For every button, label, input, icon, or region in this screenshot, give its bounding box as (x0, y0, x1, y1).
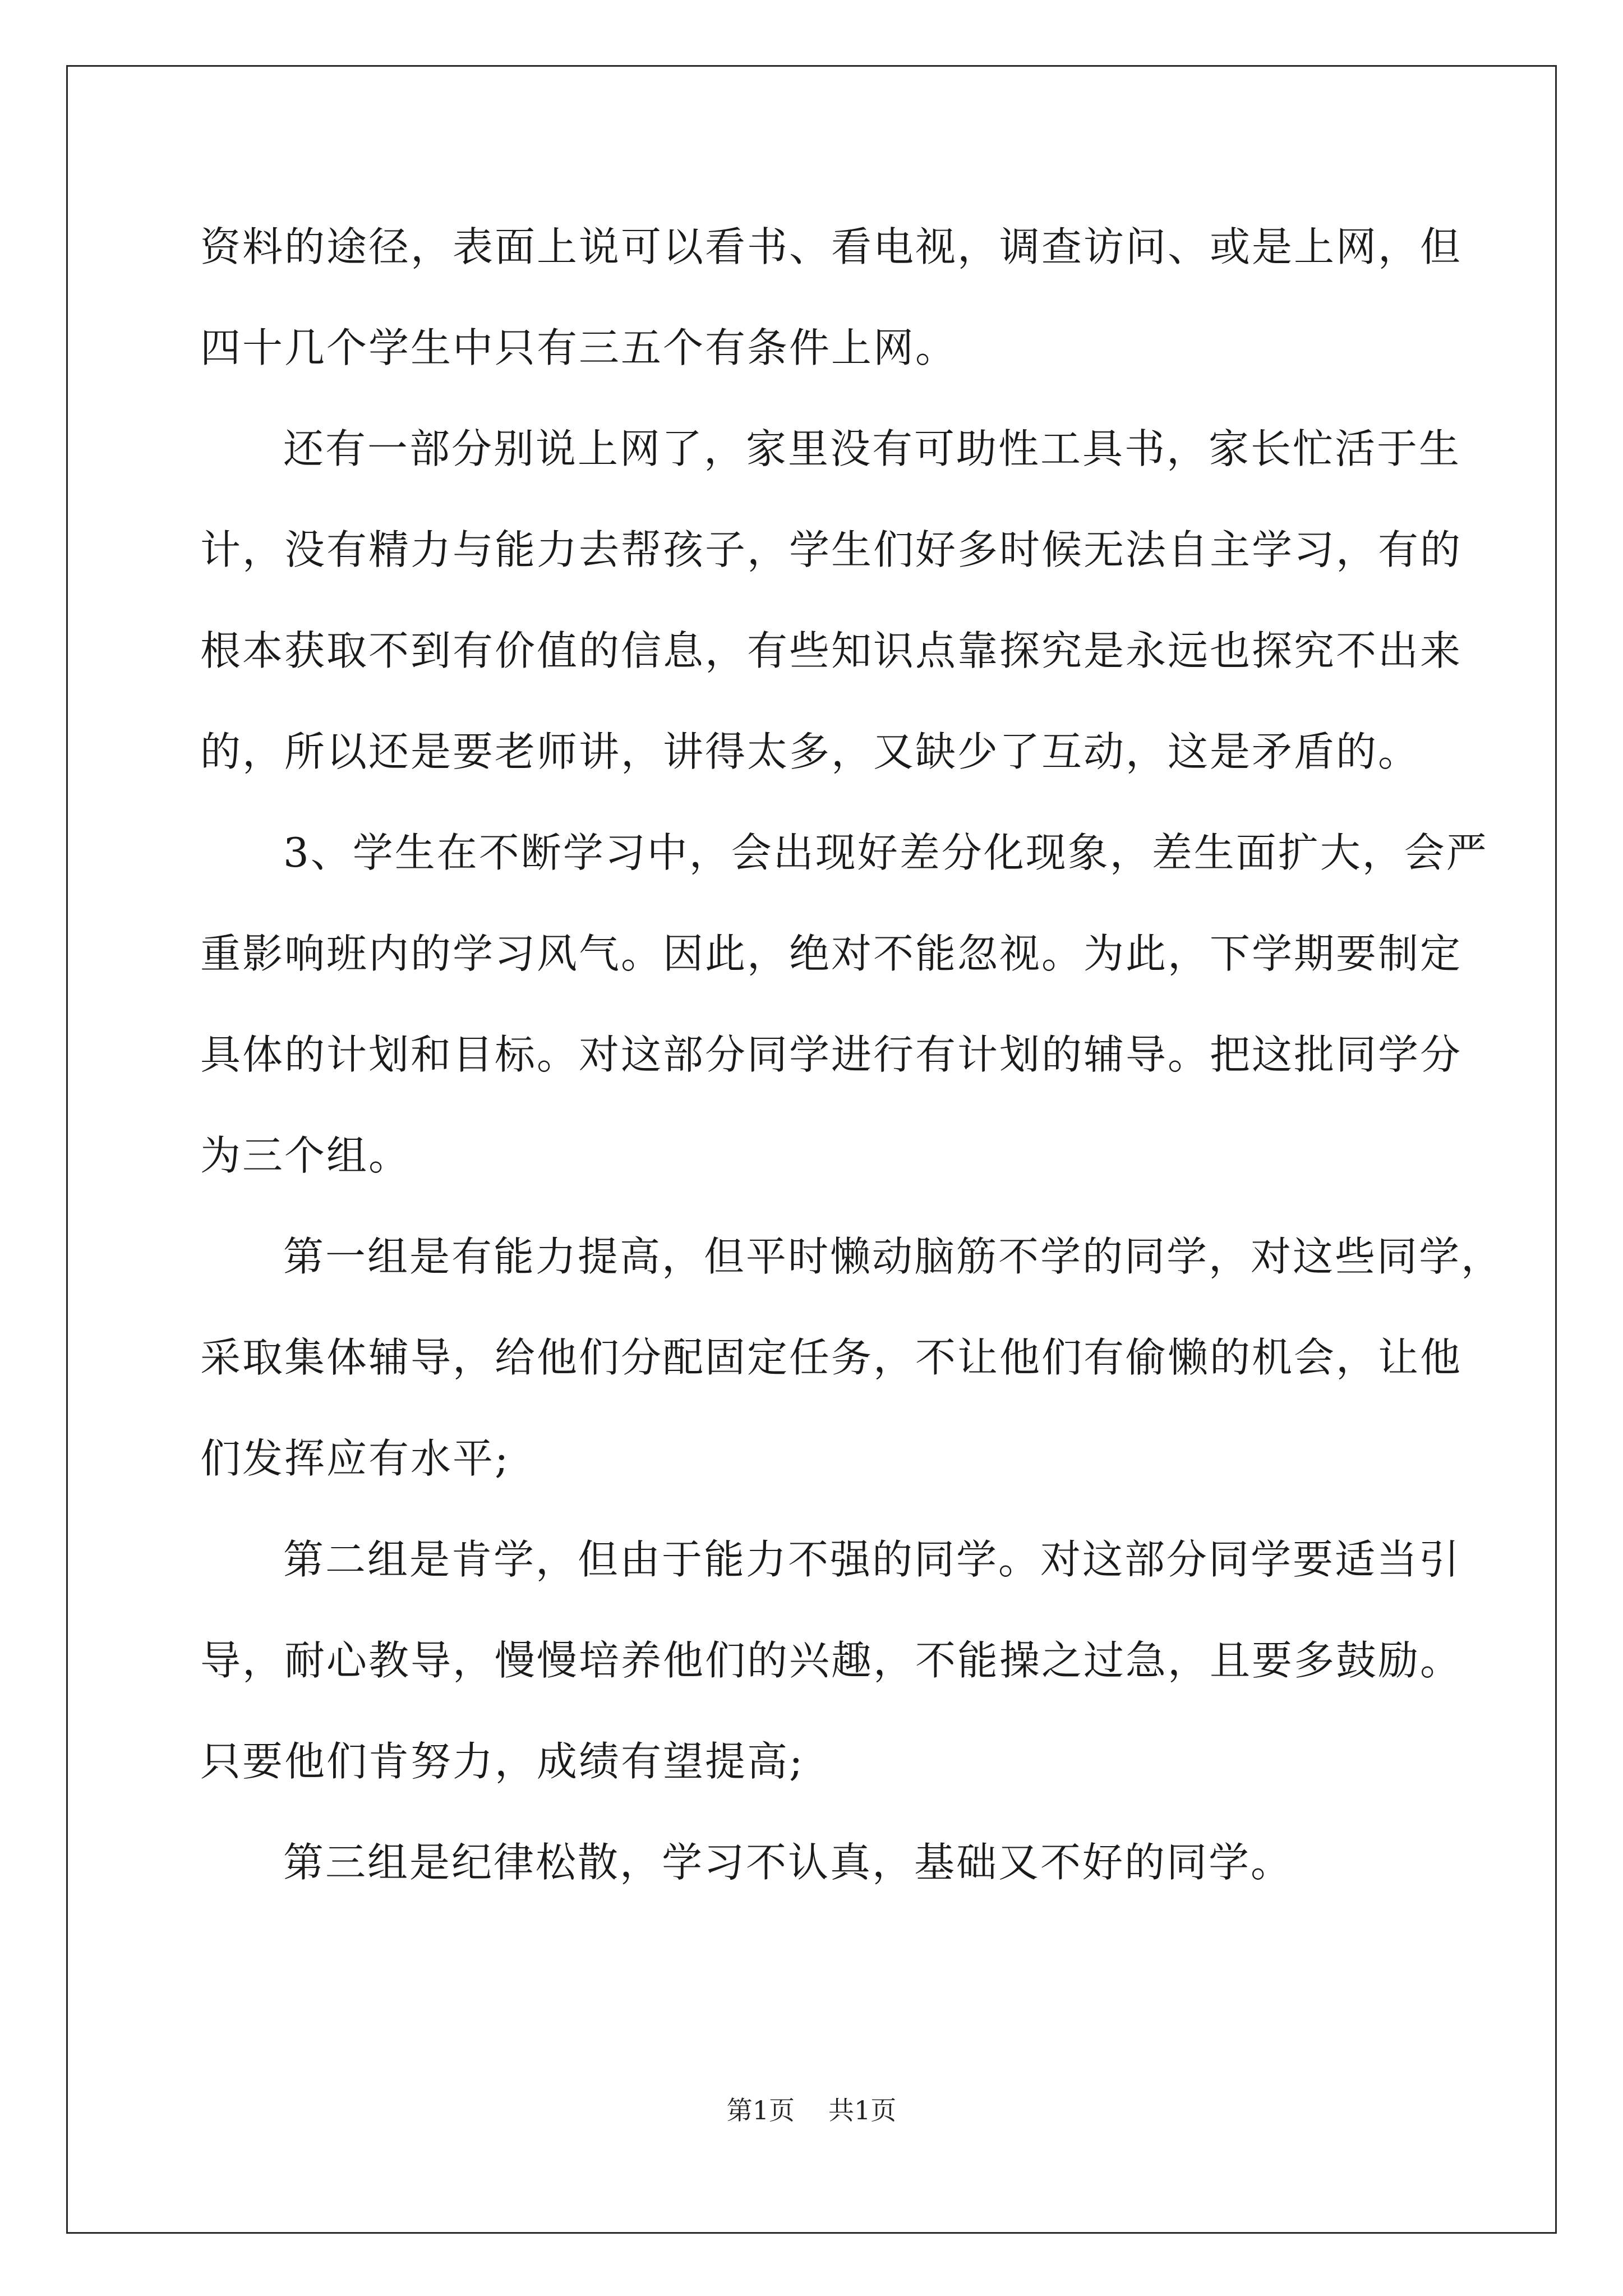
text-line-8: 重影响班内的学习风气。因此，绝对不能忽视。为此，下学期要制定 (200, 930, 1463, 977)
text-line-15: 导，耐心教导，慢慢培养他们的兴趣，不能操之过急，且要多鼓励。 (200, 1637, 1463, 1684)
text-line-11: 第一组是有能力提高，但平时懒动脑筋不学的同学，对这些同学， (283, 1233, 1504, 1280)
text-line-6: 的，所以还是要老师讲，讲得太多，又缺少了互动，这是矛盾的。 (200, 728, 1421, 775)
text-line-7: 3、学生在不断学习中，会出现好差分化现象，差生面扩大，会严 (283, 829, 1488, 876)
page-number-current: 第1页 (726, 2095, 795, 2125)
text-line-10: 为三个组。 (200, 1132, 411, 1179)
text-line-2: 四十几个学生中只有三五个有条件上网。 (200, 324, 958, 371)
text-line-12: 采取集体辅导，给他们分配固定任务，不让他们有偷懒的机会，让他 (200, 1334, 1463, 1381)
text-line-9: 具体的计划和目标。对这部分同学进行有计划的辅导。把这批同学分 (200, 1031, 1463, 1078)
text-line-16: 只要他们肯努力，成绩有望提高; (200, 1738, 805, 1785)
page-number-total: 共1页 (828, 2095, 897, 2125)
text-line-1: 资料的途径，表面上说可以看书、看电视，调查访问、或是上网，但 (200, 223, 1463, 270)
text-line-5: 根本获取不到有价值的信息，有些知识点靠探究是永远也探究不出来 (200, 627, 1463, 674)
text-line-17: 第三组是纪律松散，学习不认真，基础又不好的同学。 (283, 1839, 1293, 1886)
document-body (200, 213, 1504, 1930)
text-line-4: 计，没有精力与能力去帮孩子，学生们好多时候无法自主学习，有的 (200, 526, 1463, 573)
text-line-3: 还有一部分别说上网了，家里没有可助性工具书，家长忙活于生 (283, 425, 1461, 472)
text-line-14: 第二组是肯学，但由于能力不强的同学。对这部分同学要适当引 (283, 1536, 1461, 1583)
page-footer (0, 2093, 1623, 2127)
text-line-13: 们发挥应有水平; (200, 1435, 510, 1482)
